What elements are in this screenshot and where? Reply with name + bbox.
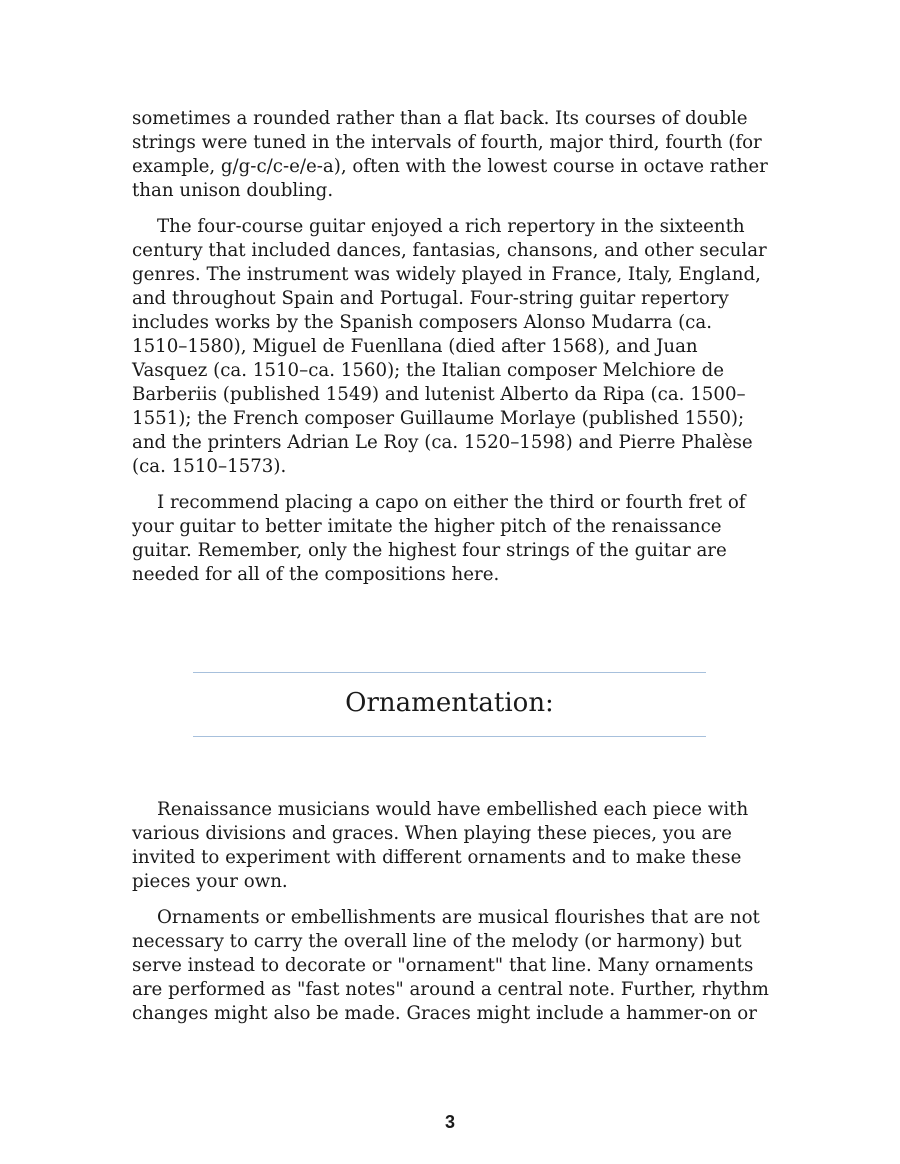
paragraph-renaissance-musicians: Renaissance musicians would have embellished each piece with various divisions and graces. When playing these pieces, you are invited to experiment with different ornaments and to make these pieces your own. [132,799,749,892]
section-heading: Ornamentation: [345,688,554,718]
body-text-top [132,107,772,587]
body-text-bottom [132,798,772,1026]
paragraph-capo: I recommend placing a capo on either the third or fourth fret of your guitar to better imitate the higher pitch of the renaissance guitar. Remember, only the highest four strings of the guitar are needed for all of the compositions here. [132,492,746,585]
paragraph-guitar-back: sometimes a rounded rather than a flat back. Its courses of double strings were tuned in the intervals of fourth, major third, fourth (for example, g/g-c/c-e/e-a), often with the lowest course in octave rather than unison doubling. [132,108,768,201]
heading-rule-top [193,672,706,673]
heading-rule-bottom [193,736,706,737]
paragraph-repertory: The four-course guitar enjoyed a rich repertory in the sixteenth century that included dances, fantasias, chansons, and other secular genres. The instrument was widely played in France, Italy, England, and throughout Spain and Portugal. Four-string guitar repertory includes works by the Spanish composers Alonso Mudarra (ca. 1510–1580), Miguel de Fuenllana (died after 1568), and Juan Vasquez (ca. 1510–ca. 1560); the Italian composer Melchiore de Barberiis (published 1549) and lutenist Alberto da Ripa (ca. 1500– 1551); the French composer Guillaume Morlaye (published 1550); and the printers Adrian Le Roy (ca. 1520–1598) and Pierre Phalèse (ca. 1510–1573). [132,216,767,477]
page-number: 3 [444,1112,455,1132]
paragraph-ornaments: Ornaments or embellishments are musical flourishes that are not necessary to carry the overall line of the melody (or harmony) but serve instead to decorate or "ornament" that line. Many ornaments are performed as "fast notes" around a central note. Further, rhythm changes might also be made. Graces might include a hammer-on or [132,907,769,1024]
